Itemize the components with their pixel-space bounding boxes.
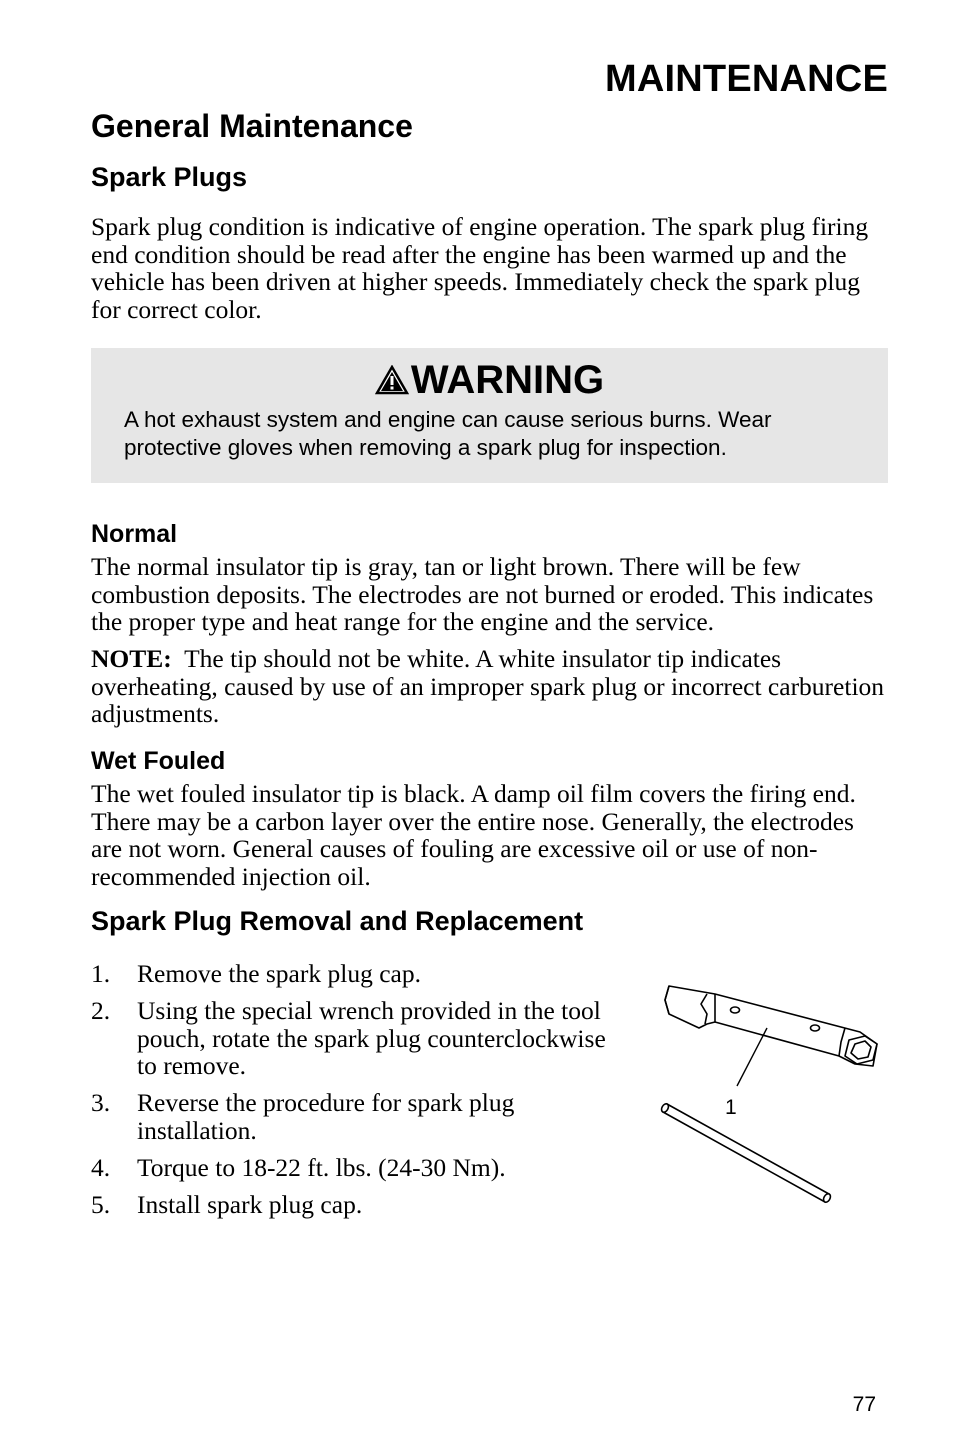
page-number: 77 [852, 1393, 876, 1416]
warning-box [91, 348, 888, 483]
warning-title-text: WARNING [410, 358, 605, 402]
normal-text: The normal insulator tip is gray, tan or light brown. There will be few combustion deposits. The electrodes are not burned or eroded. This indicates the proper type and heat range for the engine and the service. [91, 552, 874, 636]
normal-heading: Normal [91, 520, 178, 548]
callout-leader [737, 1028, 767, 1086]
removal-heading: Spark Plug Removal and Replacement [91, 906, 584, 936]
removal-steps [91, 960, 621, 1228]
step-item [91, 1089, 621, 1144]
step-number: 4. [91, 1152, 111, 1182]
warning-title [91, 356, 888, 404]
step-number: 1. [91, 959, 111, 988]
note-text: The tip should not be white. A white insulator tip indicates overheating, caused by use of an improper spark plug or incorrect carburetion adjustments. [91, 644, 885, 728]
step-text: Reverse the procedure for spark plug installation. [137, 1088, 515, 1145]
spark-plugs-intro: Spark plug condition is indicative of engine operation. The spark plug firing end condition should be read after the engine has been warmed up and the vehicle has been driven at higher speeds. Immediately check the spark plug for correct color. [91, 212, 869, 324]
step-number: 5. [91, 1189, 111, 1219]
spark-plugs-heading: Spark Plugs [91, 162, 248, 192]
normal-note [91, 645, 891, 728]
step-item [91, 1191, 621, 1219]
callout-leader-line [737, 1028, 767, 1210]
socket-wrench [665, 986, 877, 1066]
step-item [91, 960, 621, 988]
step-item [91, 997, 621, 1080]
wet-fouled-heading: Wet Fouled [91, 747, 226, 775]
note-label: NOTE: [91, 644, 172, 673]
step-item [91, 1154, 621, 1182]
step-text: Using the special wrench provided in the tool pouch, rotate the spark plug counterclockwise to remove. [137, 996, 606, 1080]
step-text: Torque to 18-22 ft. lbs. (24-30 Nm). [137, 1152, 506, 1182]
section-title: General Maintenance [91, 108, 413, 144]
step-text: Install spark plug cap. [137, 1189, 363, 1219]
wet-fouled-text: The wet fouled insulator tip is black. A damp oil film covers the firing end. There may be a carbon layer over the entire nose. Generally, the electrodes are not worn. General causes of fouling are excessive oil or use of non-recommended injection oil. [91, 779, 856, 891]
step-number: 3. [91, 1088, 111, 1117]
step-number: 2. [91, 996, 111, 1025]
chapter-title: MAINTENANCE [605, 58, 888, 100]
callout-number: 1 [725, 1096, 737, 1119]
tommy-bar [660, 1103, 832, 1204]
warning-triangle-icon [375, 365, 409, 395]
warning-text: A hot exhaust system and engine can cause serious burns. Wear protective gloves when removing a spark plug for inspection. [124, 407, 772, 460]
spark-plug-wrench-illustration [655, 980, 895, 1210]
step-text: Remove the spark plug cap. [137, 959, 421, 988]
